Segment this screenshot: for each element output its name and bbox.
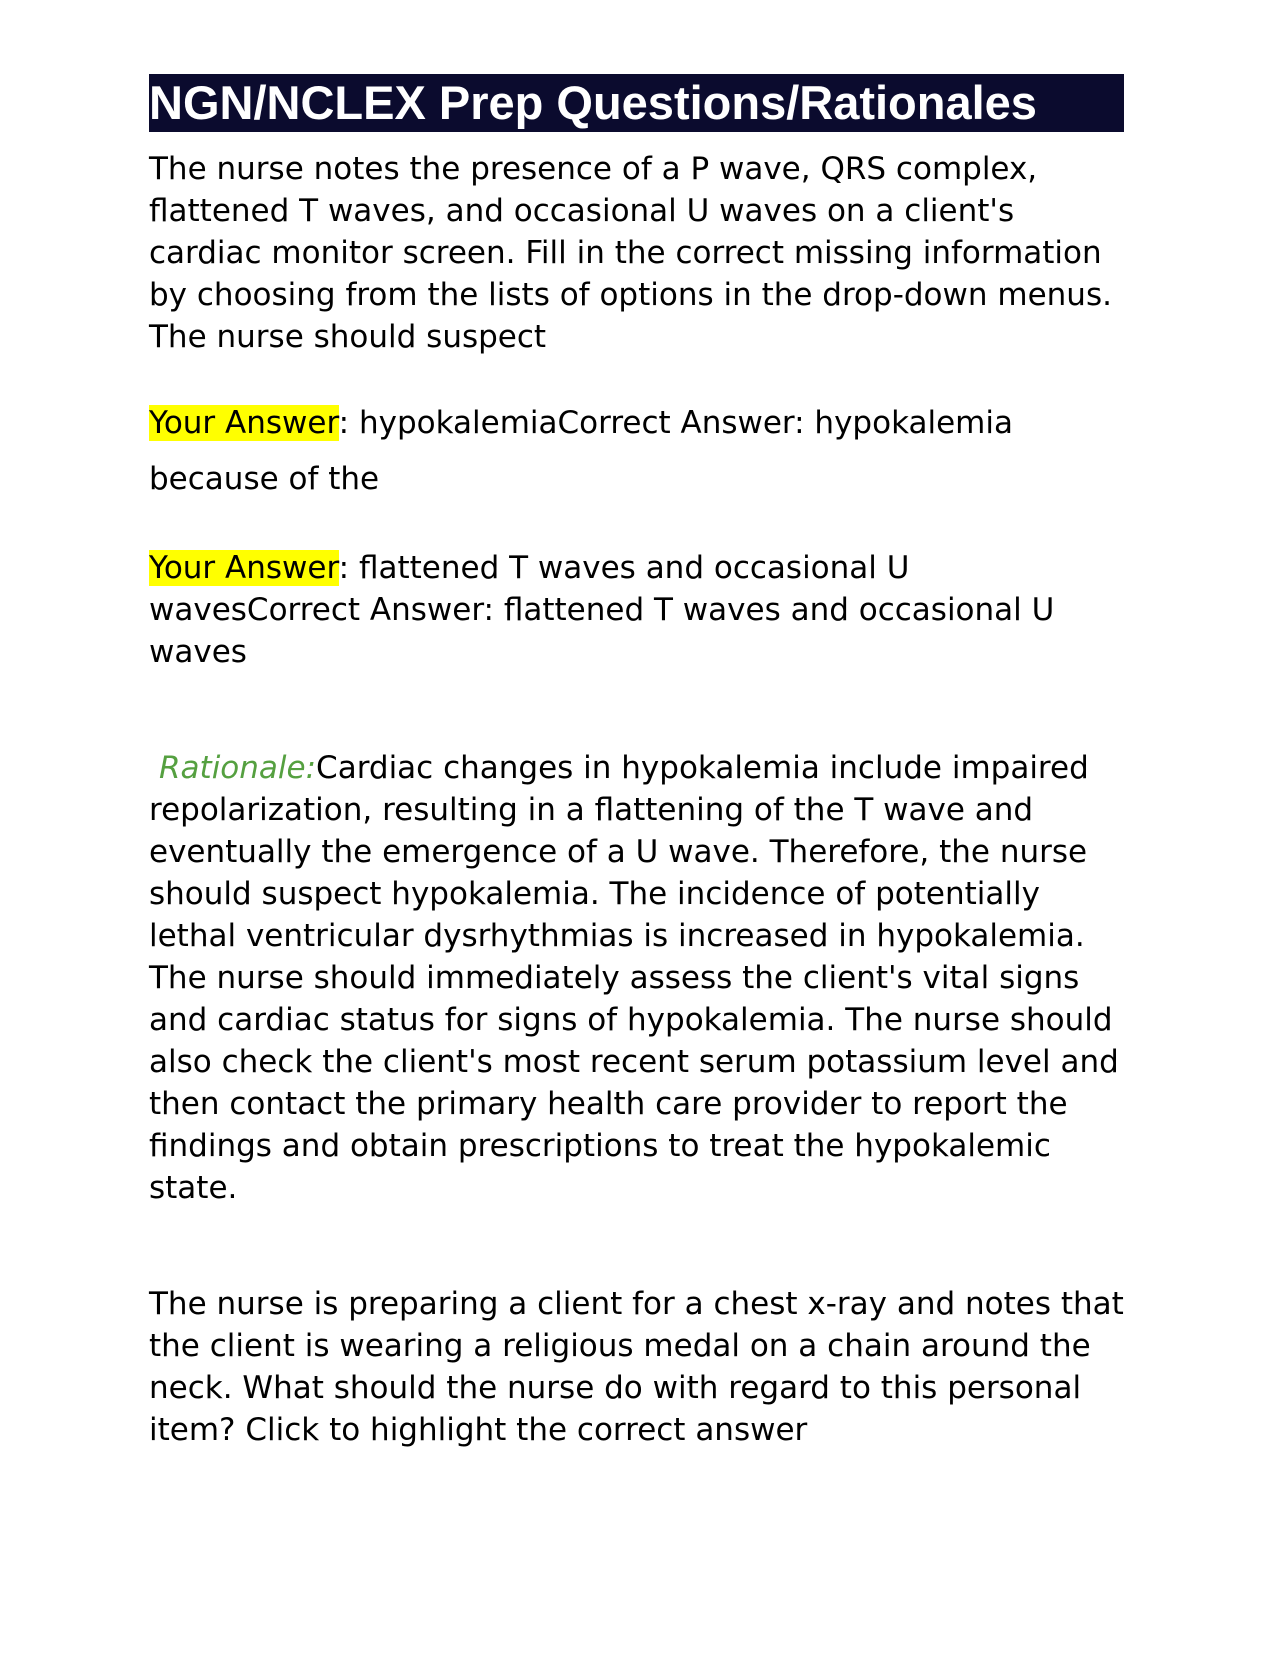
your-answer-label-1: Your Answer [149,405,339,441]
connector-text: because of the [149,461,380,497]
page-title: NGN/NCLEX Prep Questions/Rationales [149,74,1124,132]
document-page [149,74,1124,1451]
answer-1-text: : hypokalemiaCorrect Answer: hypokalemia [338,405,1013,441]
question-2-stem: The nurse is preparing a client for a chest x-ray and notes that the client is wearing a religious medal on a chain around the neck. What should the nurse do with regard to this personal item? Click to highlight the correct answer [149,1286,1124,1448]
your-answer-label-2: Your Answer [149,550,339,586]
question-1-stem: The nurse notes the presence of a P wave, QRS complex, flattened T waves, and occasional U waves on a client's cardiac monitor screen. Fill in the correct missing information by choosing from the lists of options in the drop-down menus. The nurse should suspect [149,151,1112,355]
rationale [149,747,1124,1209]
rationale-label: Rationale: [159,750,317,786]
answer-2-text: : flattened T waves and occasional U wavesCorrect Answer: flattened T waves and occasional U waves [149,550,1055,670]
rationale-text: Cardiac changes in hypokalemia include impaired repolarization, resulting in a flattening of the T wave and eventually the emergence of a U wave. Therefore, the nurse should suspect hypokalemia. The incidence of potentially lethal ventricular dysrhythmias is increased in hypokalemia. The nurse should immediately assess the client's vital signs and cardiac status for signs of hypokalemia. The nurse should also check the client's most recent serum potassium level and then contact the primary health care provider to report the findings and obtain prescriptions to treat the hypokalemic state. [149,750,1119,1206]
answer-1 [149,402,1124,444]
answer-2 [149,547,1124,673]
